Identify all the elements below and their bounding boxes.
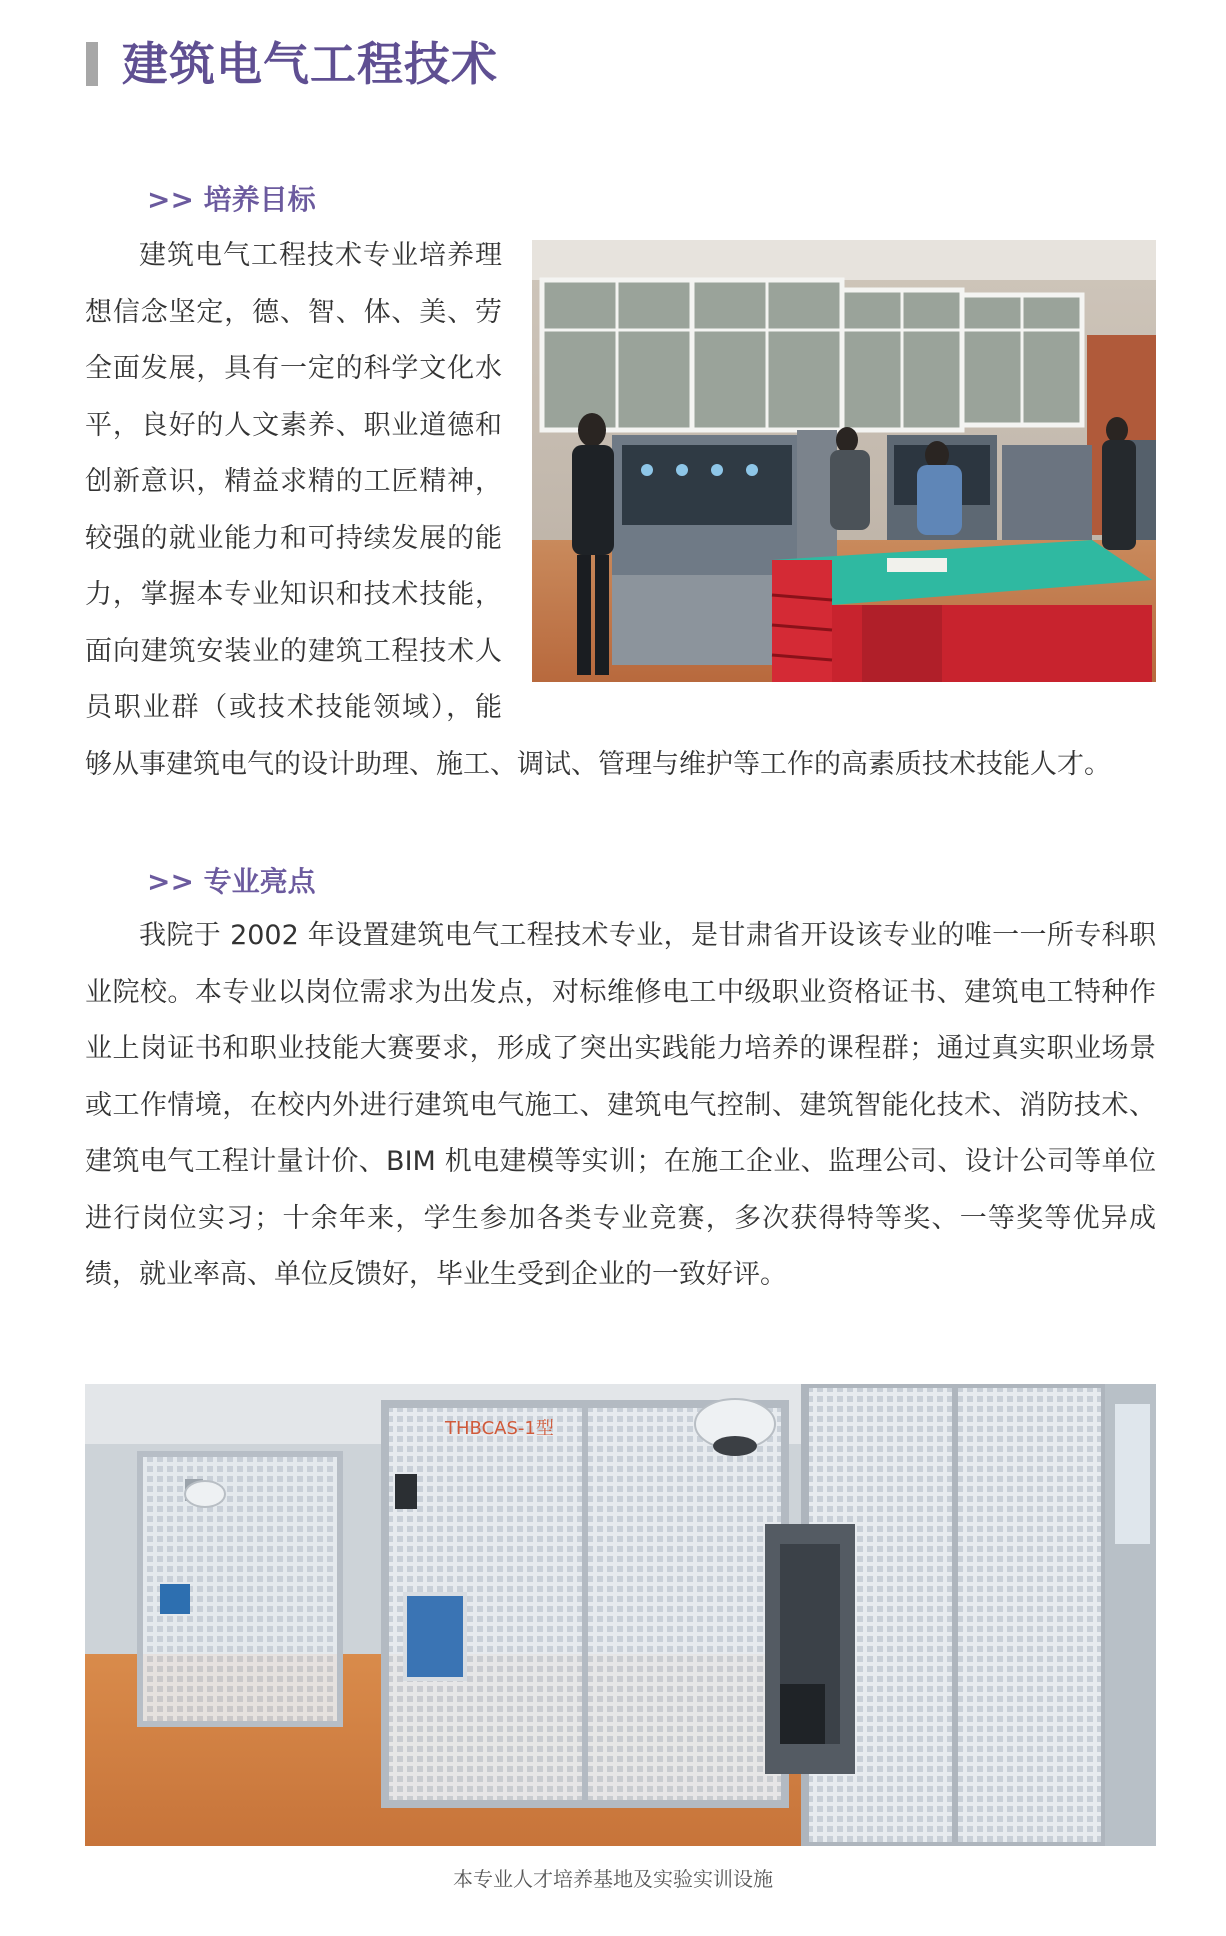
section-heading-highlights: >> 专业亮点: [147, 865, 316, 898]
photo-caption: 本专业人才培养基地及实验实训设施: [453, 1867, 773, 1891]
lab-training-photo: [532, 240, 1156, 682]
goals-paragraph-block: [85, 228, 1156, 793]
training-facility-photo: [85, 1384, 1156, 1846]
title-accent-bar: [86, 42, 98, 86]
section-heading-goals: >> 培养目标: [147, 183, 316, 216]
highlights-text: 我院于 2002 年设置建筑电气工程技术专业，是甘肃省开设该专业的唯一一所专科职业院校。本专业以岗位需求为出发点，对标维修电工中级职业资格证书、建筑电工特种作业上岗证书和职业技能大赛要求，形成了突出实践能力培养的课程群；通过真实职业场景或工作情境，在校内外进行建筑电气施工、建筑电气控制、建筑智能化技术、消防技术、建筑电气工程计量计价、BIM 机电建模等实训；在施工企业、监理公司、设计公司等单位进行岗位实习；十余年来，学生参加各类专业竞赛，多次获得特等奖、一等奖等优异成绩，就业率高、单位反馈好，毕业生受到企业的一致好评。: [85, 920, 1156, 1290]
highlights-paragraph-block: [85, 908, 1156, 1304]
goals-text: 建筑电气工程技术专业培养理想信念坚定，德、智、体、美、劳全面发展，具有一定的科学文化水平，良好的人文素养、职业道德和创新意识，精益求精的工匠精神，较强的就业能力和可持续发展的能力，掌握本专业知识和技术技能，面向建筑安装业的建筑工程技术人员职业群（或技术技能领域），能够从事建筑电气的设计助理、施工、调试、管理与维护等工作的高素质技术技能人才。: [85, 240, 1111, 780]
equipment-label: THBCAS-1型: [445, 1418, 554, 1439]
page-title: 建筑电气工程技术: [122, 37, 498, 91]
